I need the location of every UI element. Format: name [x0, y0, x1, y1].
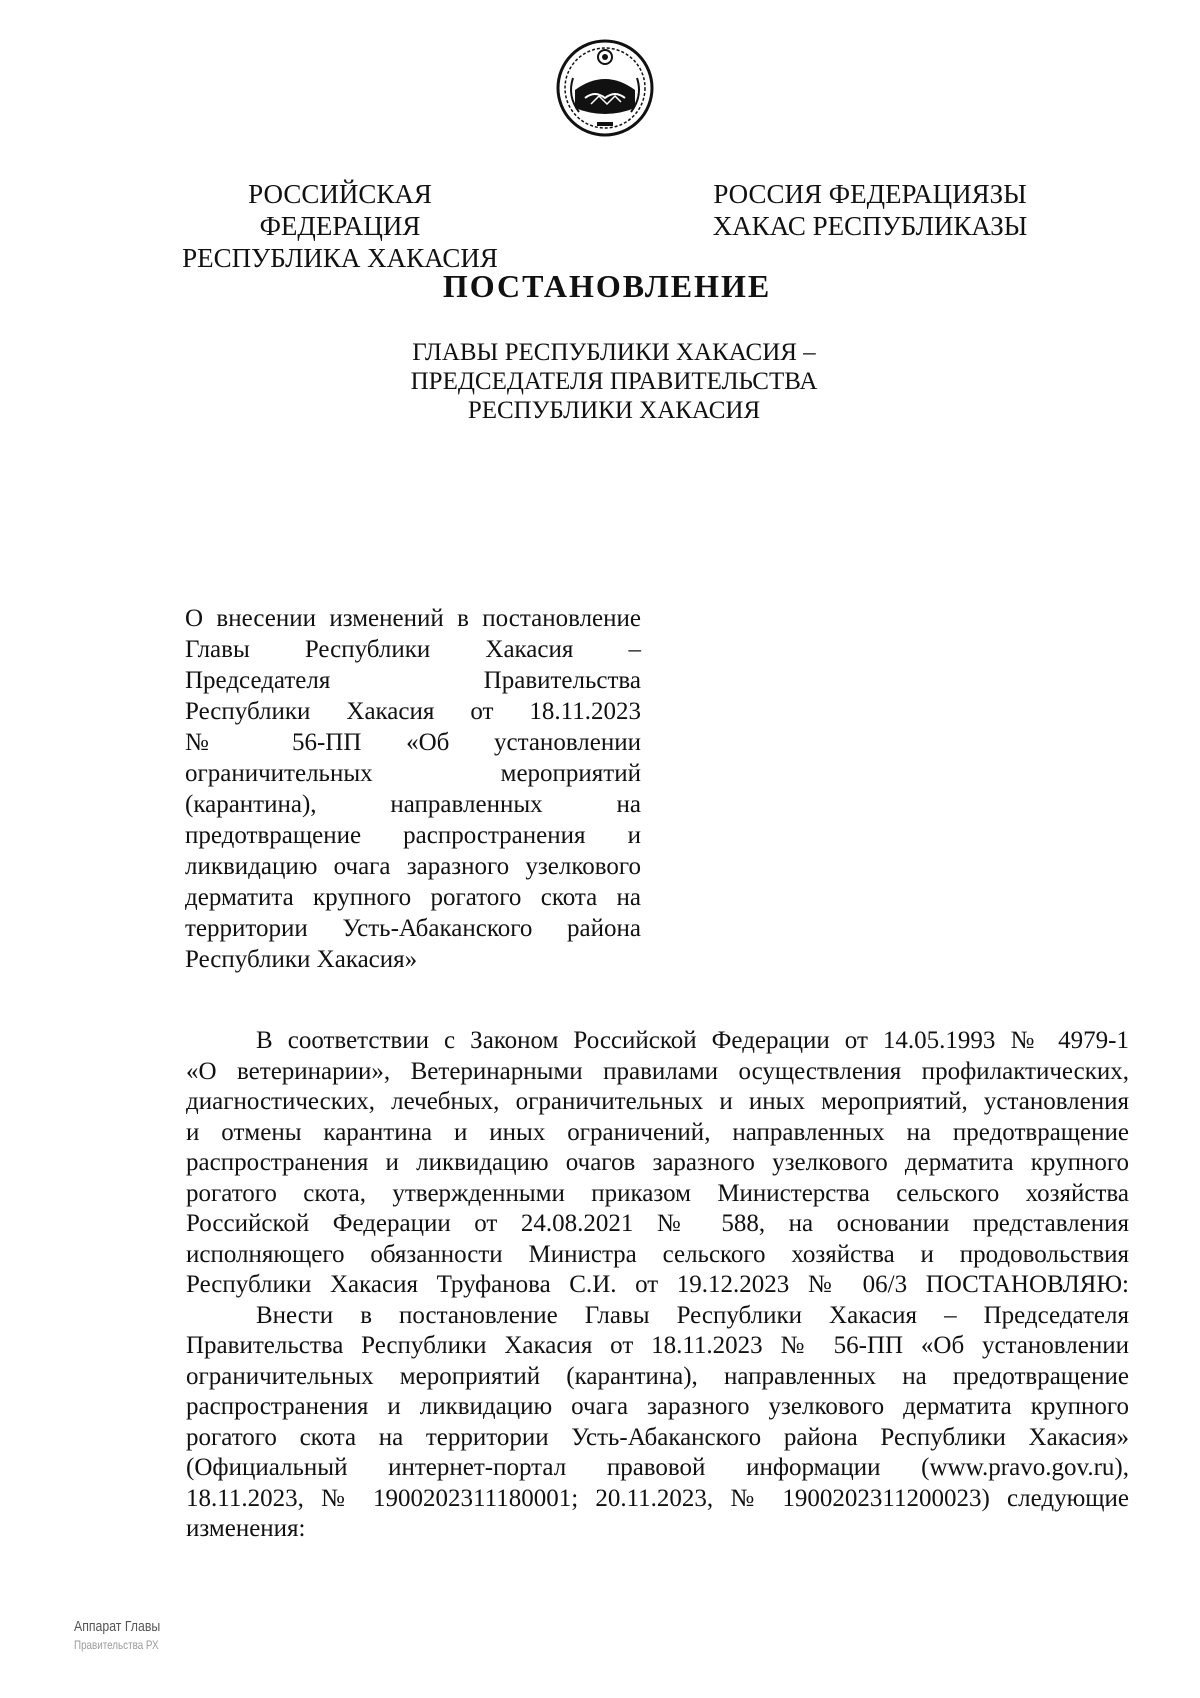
khakassia-coat-of-arms-icon: [555, 38, 655, 138]
body-line: распространения и ликвидацию очага заразного узелкового дерматита крупного: [186, 1393, 1129, 1420]
issuer-block: [0, 338, 1200, 425]
subject-line: (карантина), направленных на: [185, 791, 641, 818]
subject-line: ликвидацию очага заразного узелкового: [185, 853, 641, 880]
subject-line: территории Усть-Абаканского района: [185, 915, 641, 942]
header-right-line: РОССИЯ ФЕДЕРАЦИЯЗЫ: [713, 179, 1027, 209]
body-line: Внести в постановление Главы Республики Хакасия – Председателя: [256, 1301, 1129, 1329]
stamp-line: Правительства РХ: [74, 1638, 159, 1652]
body-line: рогатого скота, утвержденными приказом Министерства сельского хозяйства: [186, 1179, 1129, 1207]
body-line: исполняющего обязанности Министра сельского хозяйства и продовольствия: [186, 1240, 1129, 1268]
header-right-line: ХАКАС РЕСПУБЛИКАЗЫ: [712, 211, 1028, 241]
subject-line: ограничительных мероприятий: [185, 760, 641, 787]
body-line: диагностических, лечебных, ограничительных и иных мероприятий, установления: [186, 1088, 1129, 1115]
issuer-line: РЕСПУБЛИКИ ХАКАСИЯ: [467, 397, 761, 424]
body-line: Российской Федерации от 24.08.2021 № 588, на основании представления: [186, 1210, 1129, 1237]
body-line: «О ветеринарии», Ветеринарными правилами осуществления профилактических,: [186, 1057, 1129, 1085]
header-khakas: [700, 178, 1040, 242]
subject-line: Республики Хакасия»: [185, 946, 418, 973]
body-line: Правительства Республики Хакасия от 18.11.2023 № 56-ПП «Об установлении: [186, 1332, 1129, 1359]
subject-block: [185, 603, 641, 975]
body-line: 18.11.2023, № 1900202311180001; 20.11.2023, № 1900202311200023) следующие: [186, 1484, 1129, 1512]
body-line: ограничительных мероприятий (карантина), направленных на предотвращение: [186, 1362, 1129, 1390]
body-line: (Официальный интернет-портал правовой информации (www.pravo.gov.ru),: [186, 1454, 1129, 1481]
subject-line: Главы Республики Хакасия –: [185, 636, 641, 663]
header-left-line: РОССИЙСКАЯ ФЕДЕРАЦИЯ: [248, 179, 432, 241]
document-type-title: ПОСТАНОВЛЕНИЕ: [442, 268, 772, 304]
issuer-line: ГЛАВЫ РЕСПУБЛИКИ ХАКАСИЯ –: [412, 339, 816, 366]
body-line: и отмены карантина и иных ограничений, направленных на предотвращение: [186, 1118, 1129, 1146]
body-line: рогатого скота на территории Усть-Абаканского района Республики Хакасия»: [186, 1423, 1129, 1451]
registration-stamp: [74, 1618, 160, 1654]
subject-line: Председателя Правительства: [185, 667, 641, 694]
body-text: [186, 1026, 1129, 1545]
subject-line: предотвращение распространения и: [185, 822, 641, 849]
issuer-line: ПРЕДСЕДАТЕЛЯ ПРАВИТЕЛЬСТВА: [410, 368, 818, 395]
header-russian: [170, 178, 510, 274]
stamp-line: Аппарат Главы: [74, 1618, 161, 1635]
body-line: Республики Хакасия Труфанова С.И. от 19.12.2023 № 06/3 ПОСТАНОВЛЯЮ:: [186, 1271, 1129, 1298]
header-left-line: РЕСПУБЛИКА ХАКАСИЯ: [182, 243, 498, 273]
subject-line: № 56-ПП «Об установлении: [185, 729, 641, 756]
subject-line: Республики Хакасия от 18.11.2023: [185, 698, 641, 725]
subject-line: О внесении изменений в постановление: [185, 605, 641, 632]
body-line: В соответствии с Законом Российской Федерации от 14.05.1993 № 4979-1: [256, 1027, 1129, 1054]
body-line: распространения и ликвидацию очагов заразного узелкового дерматита крупного: [186, 1149, 1129, 1176]
body-line: изменения:: [186, 1515, 306, 1542]
subject-line: дерматита крупного рогатого скота на: [185, 884, 641, 911]
